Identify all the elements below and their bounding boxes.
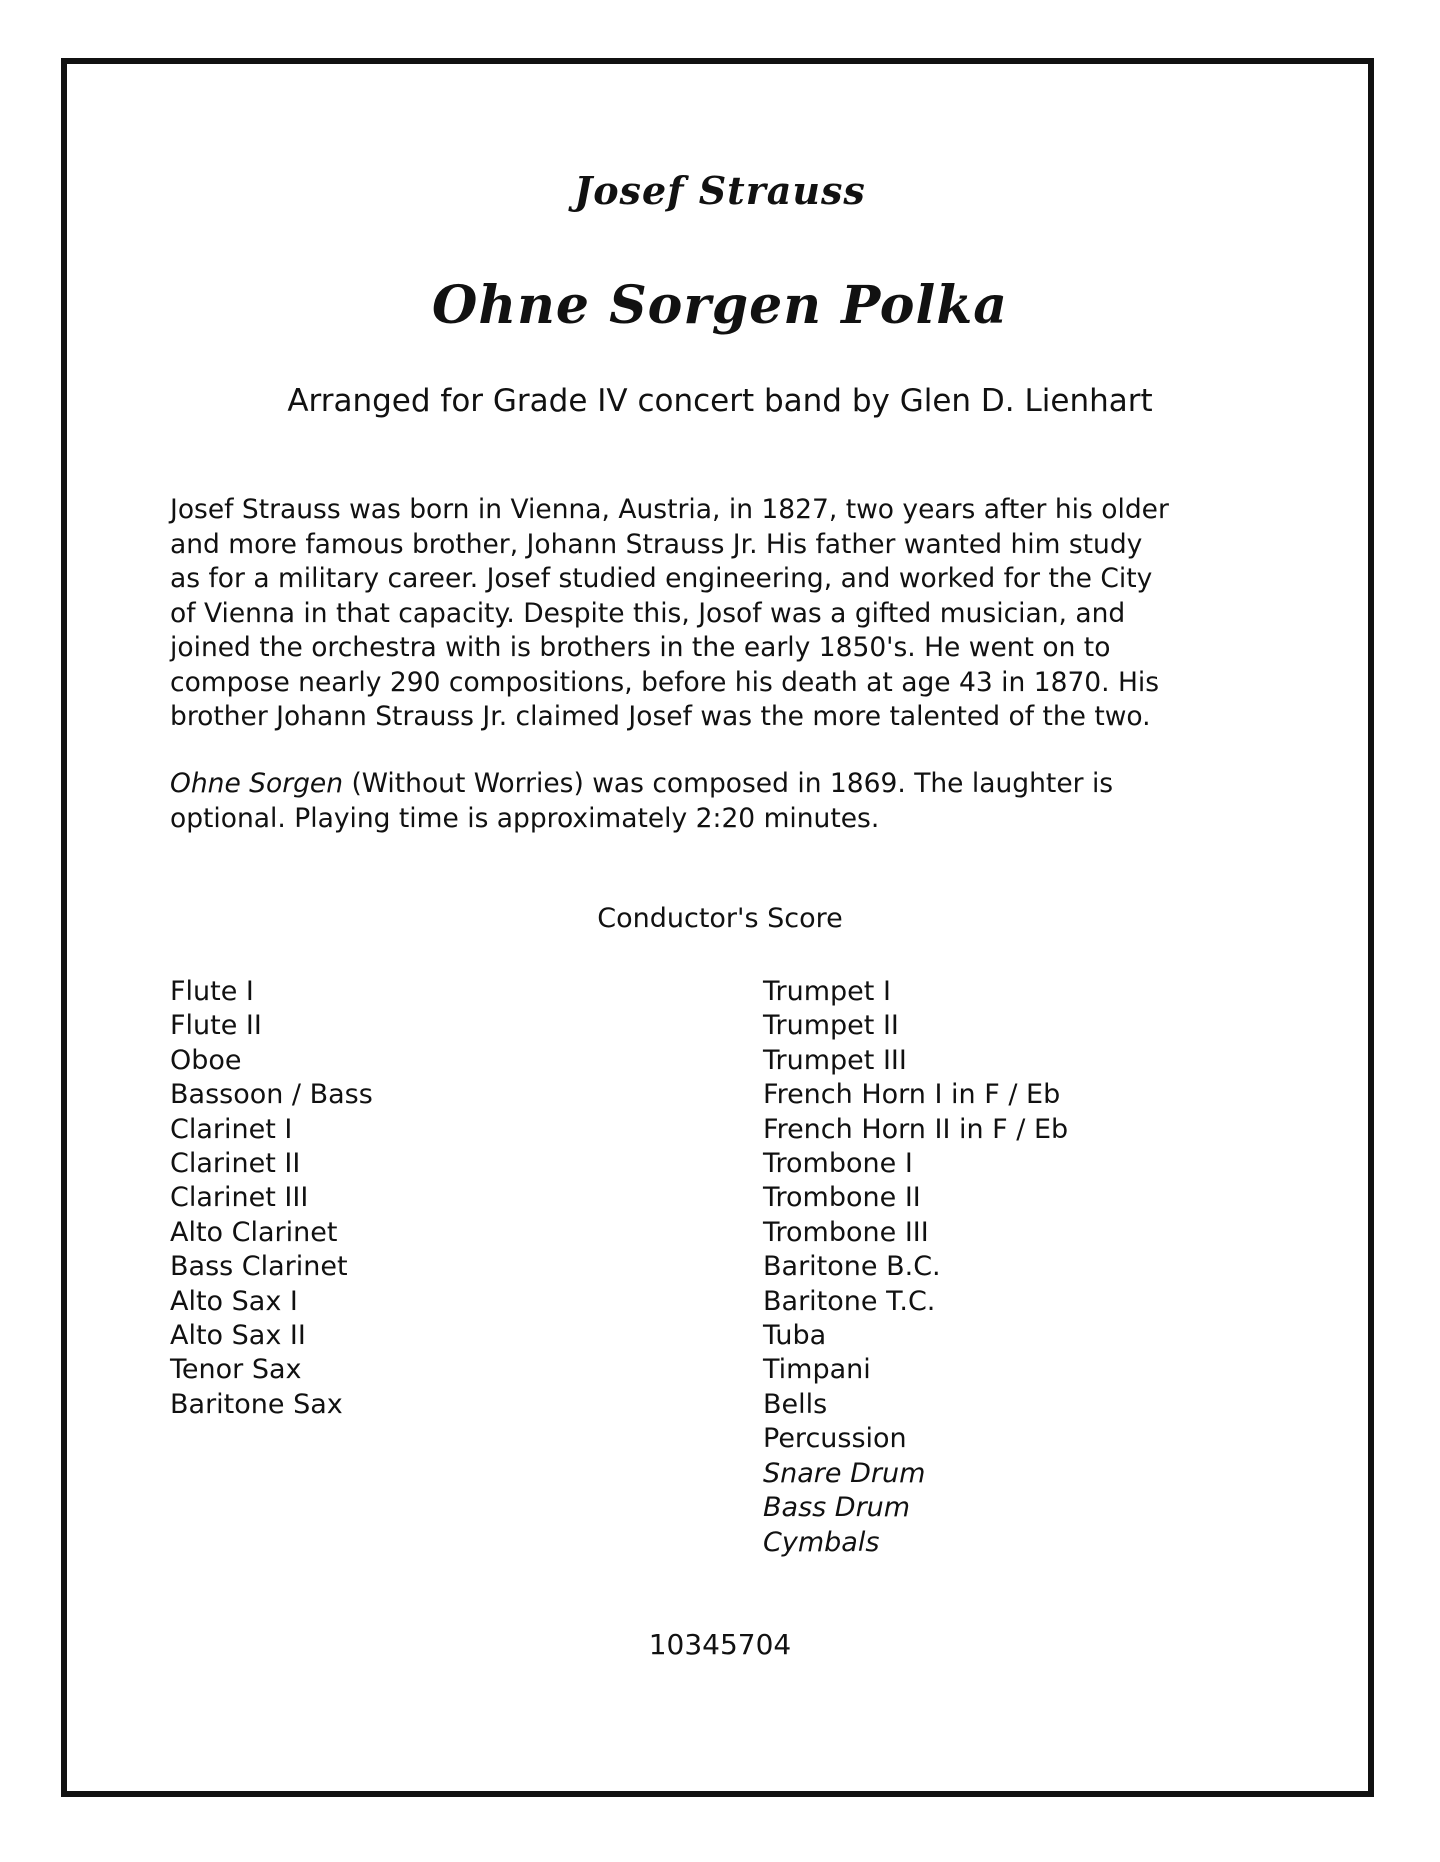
instrument-item: Bells [763, 1388, 828, 1420]
percussion-sub-item: Cymbals [763, 1526, 880, 1558]
notes-line: optional. Playing time is approximately 2:20 minutes. [170, 802, 880, 834]
bio-line: compose nearly 290 compositions, before his death at age 43 in 1870. His [170, 666, 1160, 698]
instrument-item: Flute II [170, 1010, 262, 1042]
instrument-item: Baritone T.C. [763, 1285, 936, 1317]
instrument-item: Clarinet III [170, 1182, 309, 1214]
piece-title: Ohne Sorgen Polka [432, 275, 1008, 336]
notes-paragraph [170, 767, 1280, 836]
instrument-item: Clarinet II [170, 1148, 301, 1180]
instrument-item: Baritone B.C. [763, 1251, 941, 1283]
notes-line [170, 767, 1280, 802]
instrument-list-right [763, 975, 1068, 1560]
bio-line: and more famous brother, Johann Strauss Jr. His father wanted him study [170, 528, 1143, 560]
bio-line: of Vienna in that capacity. Despite this, Josof was a gifted musician, and [170, 597, 1126, 629]
score-heading: Conductor's Score [597, 903, 843, 934]
bio-line: brother Johann Strauss Jr. claimed Josef was the more talented of the two. [170, 701, 1151, 732]
instrument-item: Timpani [763, 1354, 871, 1386]
bio-line: as for a military career. Josef studied engineering, and worked for the City [170, 563, 1153, 594]
instrument-item: Trumpet I [763, 976, 891, 1007]
instrument-item: Flute I [170, 976, 254, 1007]
instrument-item: Percussion [763, 1423, 907, 1455]
instrument-item: Alto Clarinet [170, 1216, 338, 1248]
instrument-item: Oboe [170, 1044, 242, 1076]
arranger-subtitle: Arranged for Grade IV concert band by Glen D. Lienhart [287, 383, 1153, 419]
bio-line: joined the orchestra with is brothers in the early 1850's. He went on to [170, 632, 1111, 663]
instrument-item: Bassoon / Bass [170, 1079, 373, 1111]
instrument-item: Bass Clarinet [170, 1251, 348, 1283]
instrument-item: Tuba [763, 1320, 827, 1352]
instrument-item: Baritone Sax [170, 1388, 343, 1420]
instrument-item: Tenor Sax [170, 1354, 302, 1386]
biography-paragraph [170, 493, 1280, 735]
instrument-item: Trumpet III [763, 1044, 907, 1076]
notes-line-rest: (Without Worries) was composed in 1869. The laughter is [343, 768, 1114, 799]
instrument-item: Trombone I [763, 1148, 913, 1180]
catalog-number: 10345704 [648, 1628, 792, 1661]
instrument-list-left [170, 975, 373, 1422]
instrument-item: Clarinet I [170, 1113, 293, 1145]
instrument-item: Alto Sax I [170, 1285, 298, 1317]
percussion-sub-item: Bass Drum [763, 1492, 911, 1524]
instrument-item: Alto Sax II [170, 1320, 306, 1352]
instrument-item: Trombone II [763, 1182, 921, 1214]
percussion-sub-item: Snare Drum [763, 1457, 926, 1489]
bio-line: Josef Strauss was born in Vienna, Austria, in 1827, two years after his older [170, 494, 1169, 525]
instrument-item: Trumpet II [763, 1010, 899, 1042]
instrument-item: French Horn II in F / Eb [763, 1113, 1069, 1145]
instrument-item: French Horn I in F / Eb [763, 1079, 1061, 1111]
work-title-italic: Ohne Sorgen [170, 768, 344, 799]
composer-name: Josef Strauss [574, 168, 866, 213]
instrument-item: Trombone III [763, 1216, 929, 1248]
